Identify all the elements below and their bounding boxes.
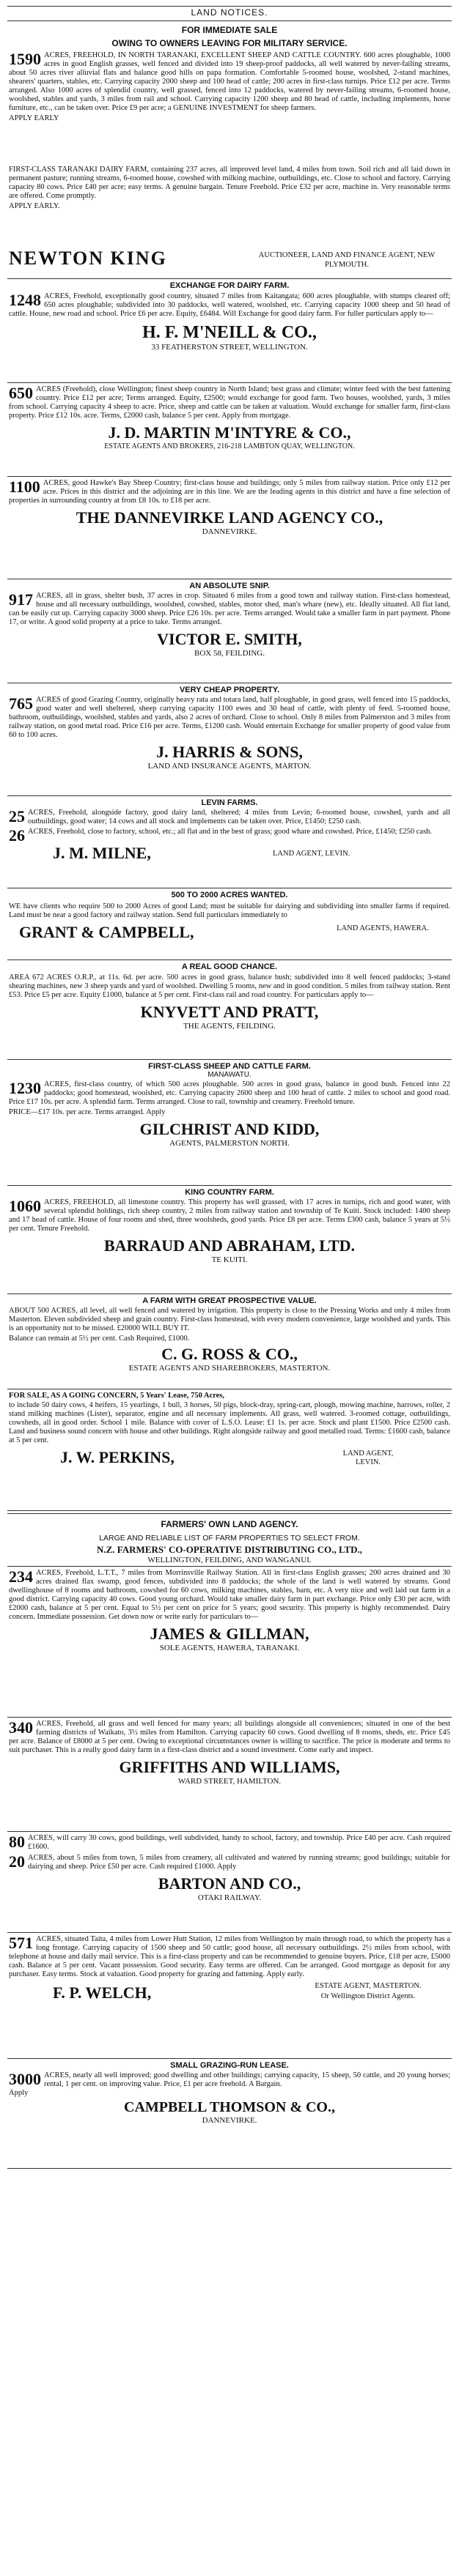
prospective-body: ABOUT 500 ACRES, all level, all well fenced and watered by irrigation. This property is close to the Pressing Works and only 4 miles from Masterton. Eleven subdivided sheep and grain country. First-class homestead, with every modern convenience, large woolshed and yards. This is an opportunity not to be missed. £20000 WILL BUY IT. bbox=[9, 1307, 450, 1332]
very-cheap-block bbox=[9, 686, 450, 771]
good-chance-block bbox=[9, 962, 450, 1031]
james-gillman-role: SOLE AGENTS, HAWERA, TARANAKI. bbox=[159, 1644, 300, 1652]
freehold-650-number: 650 bbox=[9, 384, 33, 402]
masterton-571-number: 571 bbox=[9, 1934, 33, 1952]
king-country-block bbox=[9, 1188, 450, 1264]
milne-role: LAND AGENT, LEVIN. bbox=[273, 850, 350, 858]
farmers-agency-block bbox=[9, 1519, 450, 1564]
farmers-agency-org: N.Z. FARMERS' CO-OPERATIVE DISTRIBUTING CO., LTD., bbox=[96, 1544, 362, 1555]
sheep-cattle-number: 1230 bbox=[9, 1079, 41, 1097]
dannevirke-place: DANNEVIRKE. bbox=[202, 527, 257, 536]
good-chance-body: AREA 672 ACRES O.R.P., at 11s. 6d. per acre. 500 acres in good grass, balance bush; subdivided into 8 well fenced paddocks; 3-stand shearing machines, new 3 sheep yards and yard of woolshed. Dwelling 5 rooms, new and in good condition. 5 miles from railway station. Rent £53. Price £5 per acre. Equity £1000, balance at 5 per cent. First-class rail and road country. For particulars apply to— bbox=[9, 973, 450, 999]
apply-who: EARLY bbox=[34, 114, 59, 122]
hawera-234-body bbox=[9, 1569, 450, 1622]
otaki-20-text: ACRES, about 5 miles from town, 5 miles from creamery, all cultivated and watered by running streams; good buildings; suitable for dairying and sheep. Price £50 per acre. Cash required £1000. Apply bbox=[28, 1854, 450, 1871]
barton-firm: BARTON AND CO., bbox=[158, 1874, 301, 1893]
newton-king-block bbox=[9, 246, 450, 275]
martin-mcintyre-firm: J. D. MARTIN M'INTYRE & CO., bbox=[108, 423, 351, 442]
rule-14 bbox=[7, 1566, 452, 1567]
bottom-rule bbox=[7, 2168, 452, 2169]
rule-10 bbox=[7, 1185, 452, 1186]
levin-line-1 bbox=[9, 809, 450, 826]
james-gillman-firm: JAMES & GILLMAN, bbox=[150, 1625, 309, 1643]
hawera-234-block bbox=[9, 1569, 450, 1652]
apply-label: APPLY bbox=[9, 114, 32, 122]
sheep-cattle-heading: FIRST-CLASS SHEEP AND CATTLE FARM. bbox=[148, 1062, 311, 1071]
owing-heading: OWING TO OWNERS LEAVING FOR MILITARY SERVICE. bbox=[111, 38, 348, 48]
acreage-number: 1590 bbox=[9, 50, 41, 68]
welch-firm: F. P. WELCH, bbox=[53, 1983, 152, 2002]
harris-address: LAND AND INSURANCE AGENTS, MARTON. bbox=[147, 762, 312, 771]
section-title: LAND NOTICES. bbox=[191, 7, 268, 18]
rule-6 bbox=[7, 795, 452, 796]
otaki-20-body bbox=[9, 1854, 450, 1871]
very-cheap-text: ACRES of good Grazing Country, originally heavy rata and totara land, half ploughable, in good grass, well fenced into 15 paddocks, good water and well sheltered, sheep carrying capacity 1100 ewes and 30 head of cattle, with plenty of feed. 5-roomed house, bathroom, outbuildings, woolshed, stables and yards, also 2 acres of orchard. Close to school. Only 8 miles from Palmerston and 3 miles from railway station, on good metal road. Price £16 per acre. Terms, £1200 cash. Would entertain Exchange for smaller property of good value from 60 to 100 acres. bbox=[9, 696, 450, 739]
knyvett-firm: KNYVETT AND PRATT, bbox=[140, 1003, 319, 1021]
very-cheap-heading: VERY CHEAP PROPERTY. bbox=[179, 686, 280, 694]
gilchrist-firm: GILCHRIST AND KIDD, bbox=[139, 1120, 320, 1138]
rule-13b bbox=[7, 1513, 452, 1514]
freehold-650-body bbox=[9, 385, 450, 420]
going-concern-heading: FOR SALE, AS A GOING CONCERN, 5 Years' Lease, 750 Acres, bbox=[9, 1392, 225, 1400]
king-country-heading: KING COUNTRY FARM. bbox=[185, 1188, 274, 1197]
ross-firm: C. G. ROSS & CO., bbox=[161, 1345, 298, 1363]
dannevirke-1100-block bbox=[9, 479, 450, 536]
sheep-cattle-body bbox=[9, 1080, 450, 1107]
exchange-dairy-body bbox=[9, 292, 450, 319]
rule-17 bbox=[7, 1932, 452, 1933]
welch-role: ESTATE AGENT, MASTERTON. bbox=[315, 1982, 422, 1990]
rule-15 bbox=[7, 1717, 452, 1718]
victor-smith-firm: VICTOR E. SMITH, bbox=[157, 630, 302, 648]
military-sale-body bbox=[9, 51, 450, 113]
good-chance-heading: A REAL GOOD CHANCE. bbox=[181, 962, 278, 971]
exchange-dairy-number: 1248 bbox=[9, 291, 41, 309]
otaki-block bbox=[9, 1834, 450, 1902]
otaki-20-number: 20 bbox=[9, 1852, 25, 1871]
victor-smith-address: BOX 58, FEILDING. bbox=[194, 649, 265, 658]
hawera-234-number: 234 bbox=[9, 1567, 33, 1586]
grazing-run-block bbox=[9, 2061, 450, 2125]
military-sale-text: ACRES, FREEHOLD, IN NORTH TARANAKI, EXCELLENT SHEEP AND CATTLE COUNTRY. 600 acres ploughable, 1000 acres in good English grasses, well fenced and divided into 19 sheep-proof paddocks, all well watered by never-failing streams, about 50 acres river alluvial flats and balance good hills on papa formation. Comfortable 5-roomed house, woolshed, 2-stand machines, shearers' quarters, stables, etc. Carrying capacity 2000 sheep and 100 head of cattle; 200 acres in first-class turnips. Price £12 per acre. Terms arranged. Also 1000 acres of splendid country, well grassed, fenced into 12 paddocks, watered by never-failing streams, 6-roomed house, woolshed, stables and yards, 3 miles from rail and school. Carrying capacity 1200 sheep and 80 head of cattle, including implements, horse furniture, etc., can be taken over. Price £9 per acre; a GENUINE INVESTMENT for sheep farmers. bbox=[9, 51, 450, 112]
dannevirke-1100-number: 1100 bbox=[9, 478, 40, 496]
levin-farms-heading: LEVIN FARMS. bbox=[201, 798, 258, 807]
grant-line bbox=[9, 923, 450, 945]
campbell-thomson-firm: CAMPBELL THOMSON & CO., bbox=[124, 2099, 335, 2115]
hamilton-340-body bbox=[9, 1720, 450, 1755]
griffiths-role: WARD STREET, HAMILTON. bbox=[177, 1777, 282, 1786]
prospective-heading: A FARM WITH GREAT PROSPECTIVE VALUE. bbox=[142, 1296, 317, 1305]
barraud-firm: BARRAUD AND ABRAHAM, LTD. bbox=[103, 1236, 356, 1255]
military-sale-block bbox=[9, 25, 450, 123]
dannevirke-1100-text: ACRES, good Hawke's Bay Sheep Country; first-class house and buildings; only 5 miles from railway station. Price only £12 per acre. Prices in this district and the adjoining are in this line. We are the leading agents in this district and have a fine selection of properties in surrounding country at from £8 10s. to £18 per acre. bbox=[9, 479, 450, 505]
rule-1 bbox=[7, 278, 452, 279]
freehold-650-block bbox=[9, 385, 450, 450]
milne-line bbox=[9, 844, 450, 864]
perkins-role: LAND AGENT, LEVIN. bbox=[342, 1450, 394, 1466]
king-country-number: 1060 bbox=[9, 1197, 41, 1215]
absolute-snip-block bbox=[9, 582, 450, 658]
harris-firm: J. HARRIS & SONS, bbox=[156, 743, 303, 761]
knyvett-role: THE AGENTS, FEILDING. bbox=[183, 1022, 276, 1031]
rule-18 bbox=[7, 2058, 452, 2059]
otaki-80-text: ACRES, will carry 30 cows, good buildings, well subdivided, handy to school, factory, and township. Price £40 per acre. Cash required £1600. bbox=[28, 1834, 450, 1851]
grazing-run-body bbox=[9, 2071, 450, 2089]
exchange-dairy-block bbox=[9, 281, 450, 352]
hamilton-340-block bbox=[9, 1720, 450, 1786]
farmers-agency-places: WELLINGTON, FEILDING, AND WANGANUI. bbox=[147, 1556, 312, 1564]
king-country-text: ACRES, FREEHOLD, all limestone country. This property has well grassed, with 17 acres in turnips, rich and good water, with several splendid holdings, rich sheep country, 2 miles from railway station and township of Te Kuiti. Stock included: 1400 sheep and 17 head of cattle. House of four rooms and shed, three woolsheds, good yards. Price £8 per acre. Terms £300 cash, balance 5 years at 5½ per cent. Tenure Freehold. bbox=[9, 1198, 450, 1233]
otaki-80-body bbox=[9, 1834, 450, 1852]
absolute-snip-number: 917 bbox=[9, 590, 33, 609]
sheep-cattle-subheading: MANAWATU. bbox=[208, 1071, 251, 1079]
wanted-body: WE have clients who require 500 to 2000 Acres of good Land; must be suitable for dairying and subdividing into smaller farms if required. Land must be near a good factory and railway station. Send full particulars immediately to bbox=[9, 902, 450, 919]
masterton-571-body bbox=[9, 1935, 450, 1979]
rule-9 bbox=[7, 1059, 452, 1060]
exchange-dairy-heading: EXCHANGE FOR DAIRY FARM. bbox=[169, 281, 290, 290]
perkins-line bbox=[9, 1448, 450, 1470]
grazing-run-apply: Apply bbox=[9, 2089, 29, 2097]
absolute-snip-text: ACRES, all in grass, shelter bush, 37 acres in crop. Situated 6 miles from a good town and railway station. First-class homestead, house and all necessary outbuildings, woolshed, cowshed, stables, motor shed, man's whare (new), etc. Ideally situated. All flat land, can be easily cut up. Carrying capacity 3000 sheep. Price £26 10s. per acre. Terms arranged. Would take a smaller farm in part payment. Phone 17, or write. A good solid property at a price to take. Terms arranged. bbox=[9, 592, 450, 626]
prospective-block bbox=[9, 1296, 450, 1373]
sheep-cattle-text: ACRES, first-class country, of which 500 acres ploughable. 500 acres in good grass, balance in good bush. Fenced into 22 paddocks; good homestead, woolshed, etc. Carrying capacity 2600 sheep and 100 head of cattle. 2 miles to school and good road. Price £17 10s. per acre. A splendid farm. Terms arranged. Close to rail, township and creamery. Freehold tenure. bbox=[9, 1080, 450, 1106]
farmers-agency-heading: FARMERS' OWN LAND AGENCY. bbox=[161, 1519, 298, 1529]
grazing-run-number: 3000 bbox=[9, 2070, 41, 2088]
campbell-thomson-place: DANNEVIRKE. bbox=[202, 2116, 257, 2125]
welch-note: Or Wellington District Agents. bbox=[320, 1992, 416, 2000]
dannevirke-land-agency: THE DANNEVIRKE LAND AGENCY CO., bbox=[76, 508, 383, 527]
welch-line bbox=[9, 1982, 450, 2007]
milne-firm: J. M. MILNE, bbox=[53, 844, 151, 862]
wanted-block bbox=[9, 891, 450, 945]
martin-mcintyre-address: ESTATE AGENTS AND BROKERS, 216-218 LAMBTON QUAY, WELLINGTON. bbox=[104, 442, 355, 450]
levin-text-1: ACRES, Freehold, alongside factory, good dairy land, sheltered; 4 miles from Levin; 6-roomed house, cowshed, yards and all outbuildings, good water; 14 cows and all stock and implements can be taken over. Price, £1450; £250 cash. bbox=[28, 809, 450, 825]
levin-number-2: 26 bbox=[9, 826, 25, 845]
taranaki-dairy-text: FIRST-CLASS TARANAKI DAIRY FARM, containing 237 acres, all improved level land, 4 miles from town. Soil rich and all laid down in permanent pasture; running streams, 6-roomed house, cowshed with milking machine, outbuildings, etc. Close to school and factory. Carrying capacity 80 cows. Price £40 per acre; easy terms. A genuine bargain. Tenure Freehold. Price £32 per acre, machine in. Very reasonable terms are offered. Come promptly. bbox=[9, 166, 450, 200]
going-concern-body: to include 50 dairy cows, 4 heifers, 15 yearlings, 1 bull, 3 horses, 50 pigs, block-dray, spring-cart, plough, mowing machine, harrows, roller, 2 stand milking machines (Lister), separator, engine and all necessary implements. All grass, well watered. 3-roomed cottage, outbuildings, cowsheds, all in good order. School 1 mile. Balance with cover of L.S.O. Lease: £1 1s. per acre. Stock and plant £1500. Price £2500 cash. Land and business sound concern with house and other buildings. Right alongside railway and good metalled road. Terms: £1600 cash, balance at 5 per cent. bbox=[9, 1401, 450, 1444]
hawera-234-text: ACRES, Freehold, L.T.T., 7 miles from Morrinsville Railway Station. All in first-class English grasses; 200 acres drained and 30 acres drained flax swamp, good fences, subdivided into 8 paddocks; the whole of the land is well watered by streams. Good dwellinghouse of 8 rooms and bathroom, cowshed for 60 cows, milking machines, stables, barn, etc. A very nice and well laid out farm in a good district. Carrying capacity 40 cows. Good young orchard. Would take smaller dairy farm in part exchange. Price only £30 per acre, with £2000 cash, balance at 5 per cent. Equal to 5½ per cent on price for 5 years; good security. This property is highly recommended. Dairy concern. Immediate possession. Get down now or write early for particulars to— bbox=[9, 1569, 450, 1621]
masterton-571-text: ACRES, situated Taita, 4 miles from Lower Hutt Station, 12 miles from Wellington by main through road, to which the property has a long frontage. Carrying capacity of 1500 sheep and 50 cattle; good house, all necessary outbuildings. 2½ miles from school, with telephone at house and daily mail service. This is a first-class property and can be recommended to genuine buyers. Price, £18 per acre, £5000 cash. Balance at 5 per cent. Vacant possession. Good security. Easy terms are offered. Can be arranged. Good mortgage as deposit for any purchaser. Easy terms. Stock at valuation. Good property for grazing and fattening. Apply early. bbox=[9, 1935, 450, 1978]
prospective-balance: Balance can remain at 5½ per cent. Cash Required, £1000. bbox=[9, 1335, 190, 1343]
griffiths-firm: GRIFFITHS AND WILLIAMS, bbox=[119, 1758, 340, 1776]
masterton-571-block bbox=[9, 1935, 450, 2007]
dannevirke-1100-body bbox=[9, 479, 450, 505]
barton-role: OTAKI RAILWAY. bbox=[197, 1893, 262, 1902]
grazing-run-heading: SMALL GRAZING-RUN LEASE. bbox=[170, 2061, 289, 2070]
rule-2 bbox=[7, 382, 452, 383]
absolute-snip-heading: AN ABSOLUTE SNIP. bbox=[189, 582, 270, 590]
grazing-run-text: ACRES, nearly all well improved; good dwelling and other buildings; carrying capacity, 15 sheep, 50 cattle, and 20 young horses; rental, 1 per cent. on improving value. Price, £1 per acre freehold. A Bargain. bbox=[44, 2071, 450, 2088]
ross-role: ESTATE AGENTS AND SHAREBROKERS, MASTERTON. bbox=[128, 1364, 331, 1373]
barraud-place: TE KUITI. bbox=[211, 1255, 248, 1264]
sheep-cattle-price: PRICE—£17 10s. per acre. Terms arranged. Apply bbox=[9, 1108, 166, 1116]
top-rule bbox=[7, 6, 452, 7]
taranaki-dairy-block bbox=[9, 166, 450, 211]
absolute-snip-body bbox=[9, 592, 450, 627]
hamilton-340-number: 340 bbox=[9, 1718, 33, 1737]
newton-king-name: NEWTON KING bbox=[9, 248, 167, 269]
sheep-cattle-block bbox=[9, 1062, 450, 1148]
levin-text-2: ACRES, Freehold, close to factory, school, etc.; all flat and in the best of grass; good whare and cowshed. Price, £1450; £250 cash. bbox=[28, 828, 433, 836]
military-apply-line bbox=[9, 114, 450, 123]
very-cheap-number: 765 bbox=[9, 694, 33, 713]
mneill-address: 33 FEATHERSTON STREET, WELLINGTON. bbox=[151, 343, 308, 352]
gilchrist-role: AGENTS, PALMERSTON NORTH. bbox=[169, 1139, 290, 1148]
hamilton-340-text: ACRES, Freehold, all grass and well fenced for many years; all buildings alongside all conveniences; situated in one of the best farming districts of Waikato, 3½ miles from Hamilton. Carrying capacity 60 cows. Good dwelling of 8 rooms, sheds, etc. Price £45 per acre. Balance of £8000 at 5 per cent. Owing to exceptional circumstances owner is willing to sacrifice. The price is moderate and terms to suit purchaser. This is a really good dairy farm in a first-class district and a sound investment. Come early and inspect. bbox=[9, 1720, 450, 1754]
rule-8 bbox=[7, 959, 452, 960]
farmers-agency-intro: LARGE AND RELIABLE LIST OF FARM PROPERTIES TO SELECT FROM. bbox=[99, 1534, 360, 1543]
for-immediate-sale: FOR IMMEDIATE SALE bbox=[181, 25, 278, 35]
rule-16 bbox=[7, 1831, 452, 1832]
taranaki-dairy-apply: APPLY EARLY. bbox=[9, 202, 60, 210]
rule-11 bbox=[7, 1293, 452, 1294]
grant-role: LAND AGENTS, HAWERA. bbox=[337, 924, 429, 932]
mneill-firm: H. F. M'NEILL & CO., bbox=[142, 323, 317, 342]
otaki-80-number: 80 bbox=[9, 1833, 25, 1851]
king-country-body bbox=[9, 1198, 450, 1233]
exchange-dairy-text: ACRES, Freehold, exceptionally good country, situated 7 miles from Kaitangata; 600 acres ploughable, with stumps cleared off; 650 acres ploughable; subdivided into 30 paddocks, well watered, woolshed, etc. Carrying capacity 1000 sheep and 50 head of cattle. House, new road and school. Price £6 per acre. Equity, £6484. Will Exchange for good dairy farm. For fuller particulars apply to— bbox=[9, 292, 450, 318]
levin-farms-block bbox=[9, 798, 450, 864]
rule-3 bbox=[7, 476, 452, 477]
newton-king-role: AUCTIONEER, LAND AND FINANCE AGENT, NEW PLYMOUTH. bbox=[258, 251, 436, 269]
rule-13 bbox=[7, 1510, 452, 1511]
freehold-650-text: ACRES (Freehold), close Wellington; finest sheep country in North Island; best grass and climate; winter feed with the best fattening country. Price £12 per acre; Terms arranged. Equity, £2500; would exchange for good farm. Two houses, woolshed, yards, 3 miles from school. Carrying capacity 4 sheep to acre. Price, sheep and cattle can be taken at valuation. Would exchange for smaller farm, first-class property. Price £12 10s. acre. Terms, £2000 cash, balance 5 per cent. Apply from mortgage. bbox=[9, 385, 450, 420]
perkins-firm: J. W. PERKINS, bbox=[60, 1448, 175, 1466]
levin-line-2 bbox=[9, 826, 450, 845]
grant-firm: GRANT & CAMPBELL, bbox=[19, 923, 194, 941]
going-concern-block bbox=[9, 1392, 450, 1470]
very-cheap-body bbox=[9, 696, 450, 740]
wanted-heading: 500 TO 2000 ACRES WANTED. bbox=[171, 891, 288, 899]
levin-number-1: 25 bbox=[9, 807, 25, 825]
